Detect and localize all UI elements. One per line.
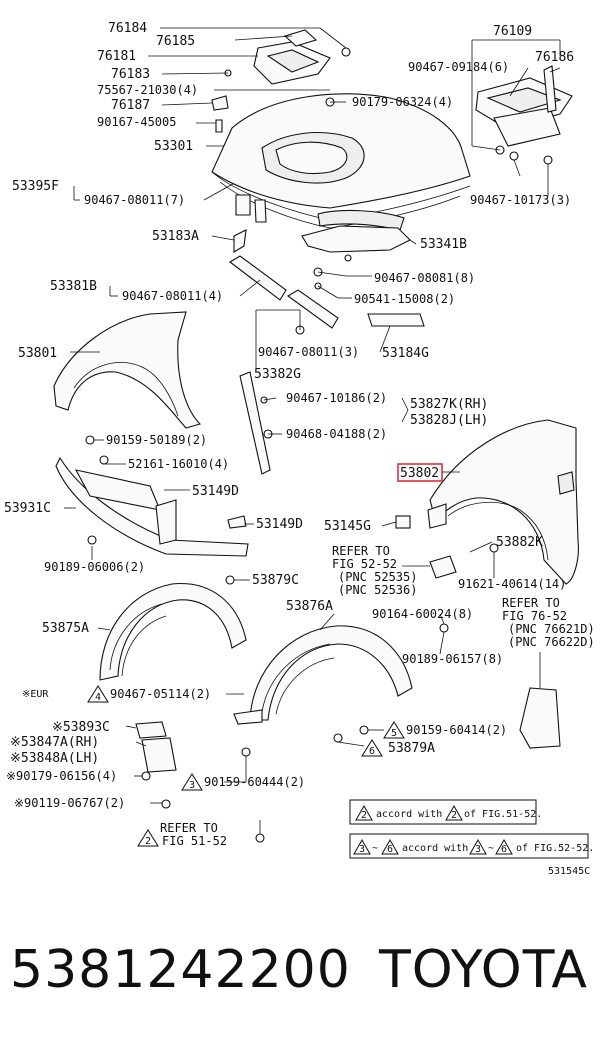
refer-76-52-line2: FIG 76-52 (502, 609, 568, 623)
triangle-2-icon (138, 830, 158, 847)
label-53879A: 53879A (388, 741, 435, 756)
svg-text:3: 3 (475, 844, 482, 855)
label-90189-06157: 90189-06157(8) (402, 652, 504, 666)
label-76109: 76109 (493, 24, 533, 39)
svg-text:~: ~ (372, 843, 379, 854)
front-liner-left-drawing (100, 576, 246, 680)
label-75567-21030: 75567-21030(4) (97, 83, 199, 97)
label-eur: ※EUR (22, 689, 49, 700)
svg-text:2: 2 (361, 810, 368, 821)
svg-text:3: 3 (189, 780, 196, 791)
label-53828J: 53828J(LH) (410, 413, 489, 428)
svg-text:3: 3 (359, 844, 366, 855)
label-76187: 76187 (111, 98, 151, 113)
label-76184: 76184 (108, 21, 148, 36)
svg-text:4: 4 (95, 692, 102, 703)
label-53395F: 53395F (12, 179, 59, 194)
label-90467-09184: 90467-09184(6) (408, 60, 510, 74)
svg-text:2: 2 (145, 836, 152, 847)
refer-52-52-line4: (PNC 52536) (338, 583, 418, 597)
label-53931C: 53931C (4, 501, 51, 516)
label-90189-06006: 90189-06006(2) (44, 560, 146, 574)
note2-text-pre: accord with (402, 843, 469, 854)
svg-text:6: 6 (387, 844, 394, 855)
label-53149D-upper: 53149D (192, 484, 239, 499)
label-90159-60414: 90159-60414(2) (406, 723, 508, 737)
label-90159-50189: 90159-50189(2) (106, 433, 208, 447)
label-90467-08011-4: 90467-08011(4) (122, 289, 224, 303)
label-76185: 76185 (156, 34, 196, 49)
label-53882K: 53882K (496, 535, 543, 550)
left-fender-drawing (54, 312, 200, 428)
triangle-3-icon (182, 774, 202, 791)
svg-text:6: 6 (369, 746, 376, 757)
label-76181: 76181 (97, 49, 137, 64)
label-90119-06767: ※90119-06767(2) (14, 796, 126, 810)
refer-51-52-line1: REFER TO (160, 821, 218, 835)
label-53341B: 53341B (420, 237, 467, 252)
label-90467-10173: 90467-10173(3) (470, 193, 572, 207)
label-90467-10186: 90467-10186(2) (286, 391, 388, 405)
label-53183A: 53183A (152, 229, 199, 244)
label-90468-04188: 90468-04188(2) (286, 427, 388, 441)
note1-text-post: of FIG.51-52. (464, 809, 543, 820)
refer-52-52-line2: FIG 52-52 (332, 557, 398, 571)
refer-76-52-line3: (PNC 76621D) (508, 622, 595, 636)
label-53184G: 53184G (382, 346, 429, 361)
label-90164-60024: 90164-60024(8) (372, 607, 474, 621)
label-53827K: 53827K(RH) (410, 397, 489, 412)
label-90467-08081: 90467-08081(8) (374, 271, 476, 285)
label-53893C: ※53893C (52, 720, 110, 735)
label-90467-05114: 90467-05114(2) (110, 687, 212, 701)
label-76183: 76183 (111, 67, 151, 82)
refer-52-52-line3: (PNC 52535) (338, 570, 418, 584)
refer-52-52-line1: REFER TO (332, 544, 390, 558)
label-53847A: ※53847A(RH) (10, 735, 100, 750)
label-90179-06156: ※90179-06156(4) (6, 769, 118, 783)
triangle-4-icon (88, 686, 108, 703)
refer-51-52-line2: FIG 51-52 (162, 834, 228, 848)
hood-drawing (212, 94, 470, 228)
label-53149D-lower: 53149D (256, 517, 303, 532)
note2-text-post: of FIG.52-52. (516, 843, 595, 854)
label-53801: 53801 (18, 346, 58, 361)
label-53802: 53802 (400, 466, 440, 481)
label-90541-15008: 90541-15008(2) (354, 292, 456, 306)
label-90179-06324: 90179-06324(4) (352, 95, 454, 109)
footer-caption (0, 930, 600, 1010)
label-90467-08011-7: 90467-08011(7) (84, 193, 186, 207)
eur-bracket-drawing (136, 722, 176, 808)
label-90467-08011-3: 90467-08011(3) (258, 345, 360, 359)
label-53848A: ※53848A(LH) (10, 751, 100, 766)
refer-76-52-line1: REFER TO (502, 596, 560, 610)
brand-name: TOYOTA (379, 940, 588, 1000)
label-53876A: 53876A (286, 599, 333, 614)
triangle-6-icon (362, 740, 382, 757)
refer-76-52-line4: (PNC 76622D) (508, 635, 595, 649)
note-box-2 (350, 834, 594, 858)
note1-text-pre: accord with (376, 809, 443, 820)
svg-text:2: 2 (451, 810, 458, 821)
label-52161-16010: 52161-16010(4) (128, 457, 230, 471)
label-90167-45005: 90167-45005 (97, 115, 177, 129)
svg-text:5: 5 (391, 728, 398, 739)
label-90159-60444: 90159-60444(2) (204, 775, 306, 789)
svg-text:~: ~ (488, 843, 495, 854)
part-number: 5381242200 (10, 940, 351, 1000)
label-53381B: 53381B (50, 279, 97, 294)
svg-text:6: 6 (501, 844, 508, 855)
scoop-assembly-drawing (476, 66, 572, 164)
triangle-5-icon (384, 722, 404, 739)
label-76186: 76186 (535, 50, 575, 65)
note-box-1 (350, 800, 542, 824)
label-53301: 53301 (154, 139, 194, 154)
label-53875A: 53875A (42, 621, 89, 636)
label-91621-40614: 91621-40614(14) (458, 577, 567, 591)
label-53145G: 53145G (324, 519, 371, 534)
label-53382G: 53382G (254, 367, 301, 382)
label-53879C: 53879C (252, 573, 299, 588)
figure-code: 531545C (548, 866, 591, 877)
